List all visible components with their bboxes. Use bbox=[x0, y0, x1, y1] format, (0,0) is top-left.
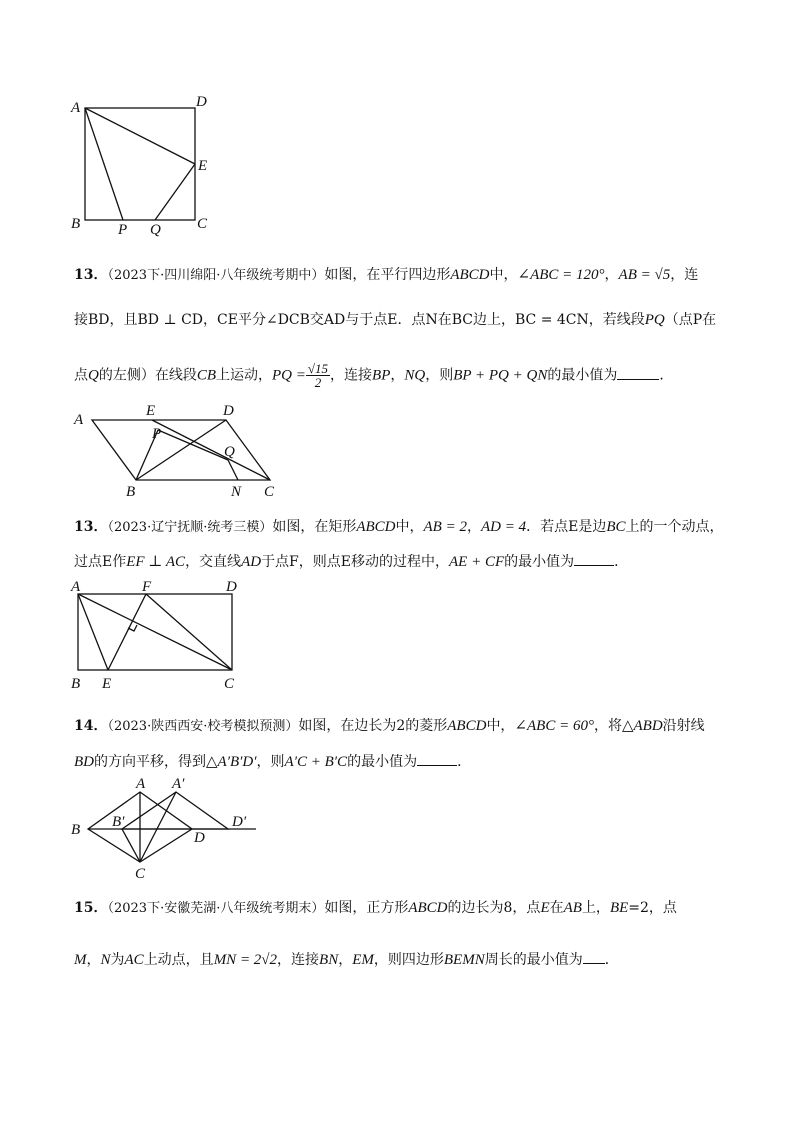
text-segment: 的边长为8，点 bbox=[447, 900, 541, 916]
label-a: A bbox=[71, 579, 81, 595]
text-segment: 如图，在边长为2的菱形 bbox=[298, 718, 448, 734]
text-segment: ，则 bbox=[256, 754, 285, 770]
text-segment: ，连接 bbox=[330, 367, 373, 384]
text-segment: ， bbox=[86, 952, 101, 968]
text-segment: 为 bbox=[110, 952, 125, 968]
text-segment: ， bbox=[604, 267, 619, 283]
label-d-prime: D′ bbox=[232, 814, 247, 830]
segment-a-prime-c bbox=[140, 792, 176, 862]
math-abcd: ABCD bbox=[356, 519, 396, 535]
problem-source: （2023·陕西西安·校考模拟预测） bbox=[107, 719, 299, 734]
label-e: E bbox=[198, 158, 208, 174]
answer-blank[interactable] bbox=[417, 763, 457, 766]
label-b: B bbox=[71, 822, 81, 838]
math-bemn: BEMN bbox=[443, 952, 485, 968]
text-segment: ． bbox=[614, 554, 629, 570]
math-ad: AD = 4 bbox=[480, 519, 527, 535]
answer-blank[interactable] bbox=[574, 563, 614, 566]
label-d: D bbox=[196, 94, 207, 110]
problem-14-line1 bbox=[74, 717, 734, 736]
math-angle-abc: ∠ABC = 120° bbox=[517, 267, 605, 283]
label-q: Q bbox=[224, 444, 235, 460]
text-segment: ，则四边形 bbox=[373, 952, 444, 968]
text-segment: ，交直线 bbox=[185, 554, 242, 570]
figure-rhombus-abcd bbox=[66, 774, 266, 884]
math-ad: AD bbox=[241, 554, 262, 570]
text-segment: 中， bbox=[489, 267, 518, 283]
problem-15-line2 bbox=[74, 951, 734, 969]
fraction-numerator: √15 bbox=[307, 361, 329, 376]
math-abcd: ABCD bbox=[447, 718, 487, 734]
label-q: Q bbox=[150, 222, 161, 238]
math-nq: NQ bbox=[404, 367, 426, 384]
text-segment: （点P在 bbox=[664, 312, 717, 328]
figure-square-abcd bbox=[66, 90, 226, 240]
math-e: E bbox=[540, 900, 550, 916]
math-n: N bbox=[100, 952, 111, 968]
math-cb: CB bbox=[196, 367, 217, 384]
rectangle-diagram bbox=[66, 576, 256, 696]
text-segment: 上运动， bbox=[216, 367, 273, 384]
problem-15-line1 bbox=[74, 899, 734, 918]
math-sum: A′C + B′C bbox=[284, 754, 348, 770]
label-p: P bbox=[118, 222, 128, 238]
label-f: F bbox=[142, 579, 152, 595]
problem-13a-line1 bbox=[74, 266, 734, 285]
label-p: P bbox=[152, 426, 162, 442]
text-segment: 沿射线 bbox=[662, 718, 705, 734]
parallelogram-diagram bbox=[66, 398, 286, 500]
rhombus-diagram bbox=[66, 774, 266, 884]
text-segment: 中， bbox=[395, 519, 424, 535]
label-b: B bbox=[71, 676, 81, 692]
label-c: C bbox=[135, 866, 146, 882]
problem-13a-line2 bbox=[74, 311, 734, 329]
answer-blank[interactable] bbox=[583, 961, 605, 964]
text-segment: 的最小值为 bbox=[547, 367, 618, 384]
math-ae-cf: AE + CF bbox=[449, 554, 505, 570]
answer-blank[interactable] bbox=[617, 377, 659, 380]
text-segment: 如图，在矩形 bbox=[272, 519, 357, 535]
segment-ef bbox=[108, 594, 146, 670]
text-segment: =2，点 bbox=[628, 900, 677, 916]
label-b-prime: B′ bbox=[112, 814, 125, 830]
label-d: D bbox=[194, 830, 205, 846]
math-ab: AB = √5 bbox=[618, 267, 671, 283]
text-segment: ．若点E是边 bbox=[526, 519, 607, 535]
label-d: D bbox=[223, 403, 234, 419]
segment-pq bbox=[158, 430, 228, 460]
math-abcd: ABCD bbox=[450, 267, 490, 283]
figure-rectangle-abcd bbox=[66, 576, 256, 696]
label-d: D bbox=[226, 579, 237, 595]
label-a-prime: A′ bbox=[172, 776, 185, 792]
segment-ec bbox=[152, 420, 270, 480]
problem-source: （2023下·四川绵阳·八年级统考期中） bbox=[107, 268, 325, 283]
label-a: A bbox=[136, 776, 146, 792]
text-segment: 上， bbox=[581, 900, 610, 916]
math-ab: AB bbox=[563, 900, 582, 916]
problem-number: 13． bbox=[74, 267, 108, 283]
label-c: C bbox=[264, 484, 275, 500]
label-n: N bbox=[231, 484, 242, 500]
segment-ae bbox=[78, 594, 108, 670]
text-segment: 上的一个动点， bbox=[625, 519, 724, 535]
text-segment: ， bbox=[390, 367, 405, 384]
segment-fc bbox=[146, 594, 232, 670]
diagonal-ac bbox=[78, 594, 232, 670]
text-segment: 于点F，则点E移动的过程中， bbox=[261, 554, 449, 570]
text-segment: ，则 bbox=[425, 367, 454, 384]
text-segment: ，连接 bbox=[277, 952, 320, 968]
label-c: C bbox=[224, 676, 235, 692]
figure-parallelogram-abcd bbox=[66, 398, 286, 500]
math-pq-eq: PQ = bbox=[272, 367, 306, 384]
math-pq: PQ bbox=[644, 312, 665, 328]
math-ac: AC bbox=[124, 952, 144, 968]
math-bc: BC bbox=[606, 519, 626, 535]
math-m: M bbox=[74, 952, 87, 968]
label-c: C bbox=[197, 216, 208, 232]
label-e: E bbox=[102, 676, 112, 692]
math-sum: BP + PQ + QN bbox=[453, 367, 548, 384]
text-segment: ， bbox=[466, 519, 481, 535]
math-abcd: ABCD bbox=[408, 900, 448, 916]
label-a: A bbox=[71, 100, 81, 116]
problem-13b-line2 bbox=[74, 553, 734, 571]
translated-triangle bbox=[122, 792, 228, 829]
problem-14-line2 bbox=[74, 753, 734, 771]
math-em: EM bbox=[352, 952, 374, 968]
square-outline bbox=[85, 108, 195, 220]
text-segment: 的方向平移，得到 bbox=[94, 754, 206, 770]
fraction-sqrt15-over-2 bbox=[306, 362, 330, 389]
text-segment: ，连 bbox=[670, 267, 699, 283]
text-segment: 点 bbox=[74, 367, 88, 384]
problem-number: 15． bbox=[74, 900, 108, 916]
math-q: Q bbox=[88, 367, 99, 384]
label-b: B bbox=[126, 484, 136, 500]
label-e: E bbox=[146, 403, 156, 419]
math-bp: BP bbox=[372, 367, 391, 384]
math-be: BE bbox=[609, 900, 629, 916]
problem-source: （2023·辽宁抚顺·统考三模） bbox=[107, 520, 273, 535]
text-segment: 过点E作 bbox=[74, 554, 127, 570]
text-segment: 中， bbox=[486, 718, 515, 734]
text-segment: ． bbox=[659, 367, 674, 384]
text-segment: ． bbox=[604, 952, 619, 968]
label-b: B bbox=[71, 216, 81, 232]
text-segment: 接BD，且BD ⊥ CD，CE平分∠DCB交AD与于点E．点N在BC边上，BC = 4CN，若线段 bbox=[74, 312, 645, 328]
math-mn: MN = 2√2 bbox=[213, 952, 278, 968]
text-segment: 的最小值为 bbox=[347, 754, 418, 770]
problem-number: 13． bbox=[74, 519, 108, 535]
text-segment: 上动点，且 bbox=[143, 952, 214, 968]
text-segment: ， bbox=[338, 952, 353, 968]
math-bd: BD bbox=[74, 754, 94, 770]
text-segment: 如图，在平行四边形 bbox=[324, 267, 451, 283]
math-ef-perp-ac: EF ⊥ AC bbox=[126, 554, 186, 570]
problem-source: （2023下·安徽芜湖·八年级统考期末） bbox=[107, 901, 325, 916]
math-angle-abc: ∠ABC = 60° bbox=[514, 718, 594, 734]
label-a: A bbox=[74, 412, 84, 428]
square-diagram bbox=[66, 90, 226, 240]
text-segment: 如图，正方形 bbox=[324, 900, 409, 916]
text-segment: ，将 bbox=[593, 718, 622, 734]
text-segment: 周长的最小值为 bbox=[484, 952, 583, 968]
text-segment: 在 bbox=[549, 900, 564, 916]
math-triangle-abd: △ABD bbox=[621, 718, 663, 734]
segment-eq bbox=[155, 164, 195, 220]
problem-13a-line3 bbox=[74, 362, 734, 389]
problem-13b-line1 bbox=[74, 518, 734, 537]
math-triangle-abd-prime: △A′B′D′ bbox=[206, 754, 257, 770]
text-segment: 的最小值为 bbox=[504, 554, 575, 570]
math-ab: AB = 2 bbox=[423, 519, 467, 535]
text-segment: 的左侧）在线段 bbox=[98, 367, 197, 384]
math-bn: BN bbox=[319, 952, 339, 968]
text-segment: ． bbox=[457, 754, 472, 770]
problem-number: 14． bbox=[74, 718, 108, 734]
fraction-denominator: 2 bbox=[314, 375, 322, 390]
